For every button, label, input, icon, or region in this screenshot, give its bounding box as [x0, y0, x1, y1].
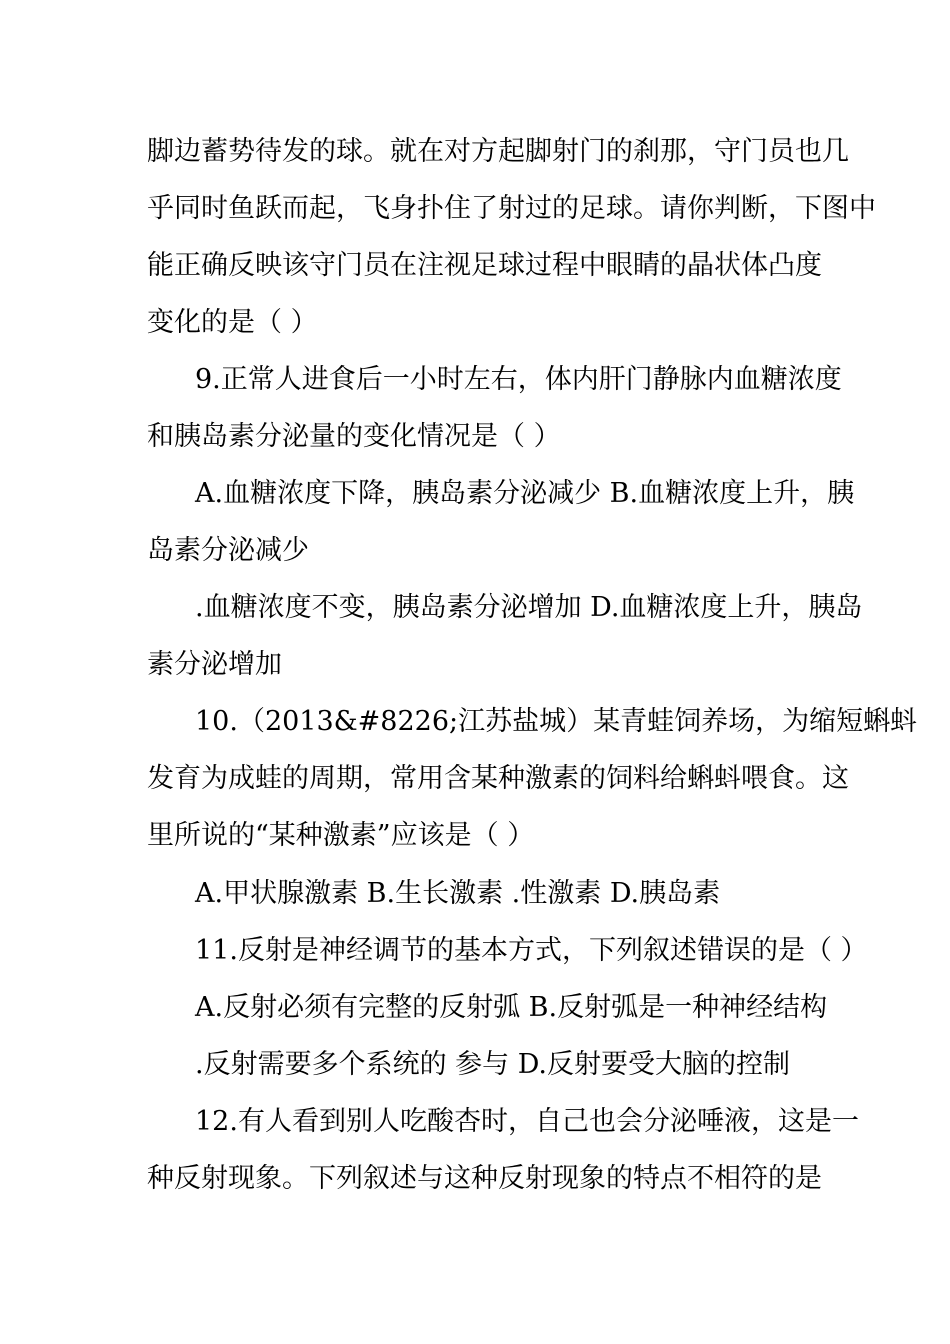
- question-11-options-cd: .反射需要多个系统的 参与 D.反射要受大脑的控制: [195, 1049, 791, 1080]
- question-9-options-ab: A.血糖浓度下降，胰岛素分泌减少 B.血糖浓度上升，胰: [195, 478, 855, 509]
- text-line-1: 脚边蓄势待发的球。就在对方起脚射门的刹那，守门员也几: [147, 136, 849, 167]
- question-9-options-cd: .血糖浓度不变，胰岛素分泌增加 D.血糖浓度上升，胰岛: [195, 592, 863, 623]
- question-12-stem: 12.有人看到别人吃酸杏时，自己也会分泌唾液，这是一: [195, 1106, 859, 1137]
- text-line-4: 变化的是（ ）: [147, 307, 318, 338]
- text-line-19: 种反射现象。下列叙述与这种反射现象的特点不相符的是: [147, 1163, 822, 1194]
- question-9-stem: 9.正常人进食后一小时左右，体内肝门静脉内血糖浓度: [195, 364, 842, 395]
- text-line-8: 岛素分泌减少: [147, 535, 309, 566]
- text-line-3: 能正确反映该守门员在注视足球过程中眼睛的晶状体凸度: [147, 250, 822, 281]
- text-line-2: 乎同时鱼跃而起，飞身扑住了射过的足球。请你判断，下图中: [147, 193, 876, 224]
- question-11-options-ab: A.反射必须有完整的反射弧 B.反射弧是一种神经结构: [195, 992, 828, 1023]
- question-10-options: A.甲状腺激素 B.生长激素 .性激素 D.胰岛素: [195, 878, 721, 909]
- text-line-10: 素分泌增加: [147, 649, 282, 680]
- question-10-stem: 10.（2013&#8226;江苏盐城）某青蛙饲养场，为缩短蝌蚪: [195, 706, 918, 737]
- text-line-12: 发育为成蛙的周期，常用含某种激素的饲料给蝌蚪喂食。这: [147, 763, 849, 794]
- text-line-6: 和胰岛素分泌量的变化情况是（ ）: [147, 421, 561, 452]
- text-line-13: 里所说的“某种激素”应该是（ ）: [147, 820, 535, 851]
- question-11-stem: 11.反射是神经调节的基本方式，下列叙述错误的是（ ）: [195, 935, 868, 966]
